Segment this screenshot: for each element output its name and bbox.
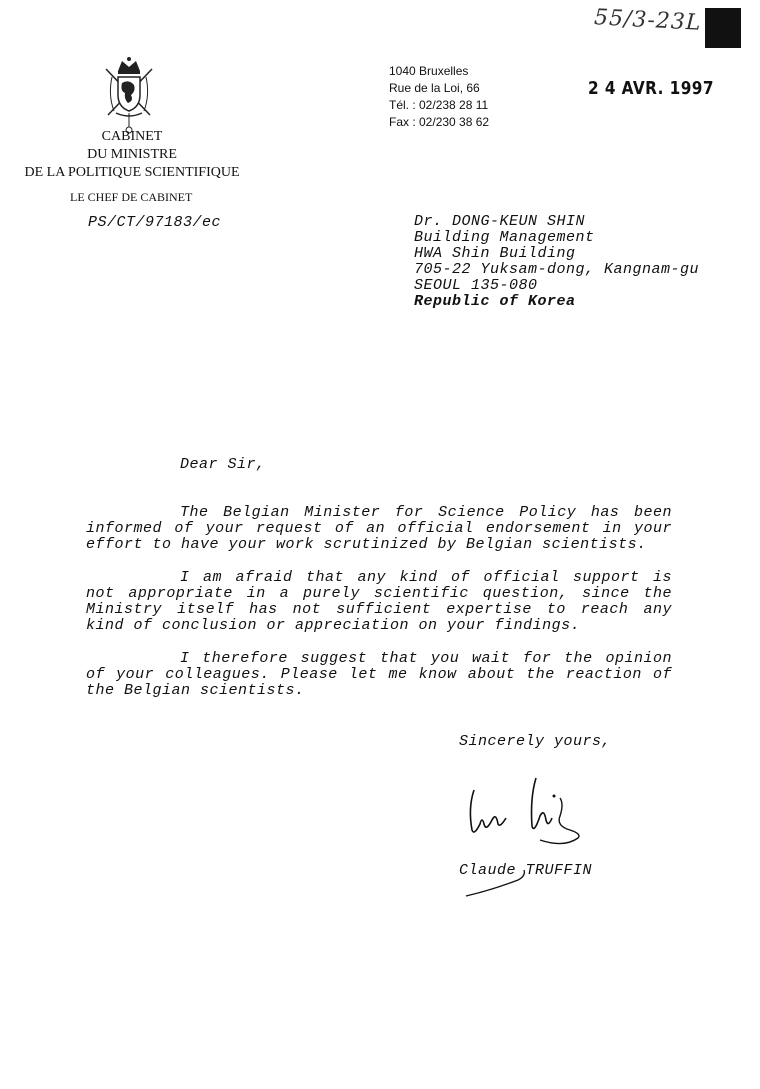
paragraph-text: The Belgian Minister for Science Policy has been informed of your request of an official endorsement in your effort to have your work scrutinized by Belgian scientists. bbox=[86, 504, 672, 553]
cabinet-line: DU MINISTRE bbox=[87, 147, 177, 162]
address-line: 1040 Bruxelles bbox=[389, 64, 469, 78]
recipient-line: SEOUL 135-080 bbox=[414, 277, 538, 294]
recipient-line: Building Management bbox=[414, 229, 595, 246]
address-line: Fax : 02/230 38 62 bbox=[389, 115, 490, 129]
recipient-line: 705-22 Yuksam-dong, Kangnam-gu bbox=[414, 261, 700, 278]
date-stamp: 2 4 AVR. 1997 bbox=[588, 78, 714, 99]
handwritten-signature bbox=[460, 768, 600, 848]
handwritten-reference: 55/3-23L bbox=[593, 5, 703, 36]
cabinet-line: CABINET bbox=[101, 129, 163, 144]
reference-code: PS/CT/97183/ec bbox=[88, 214, 222, 231]
belgian-crest-logo bbox=[98, 55, 160, 135]
cabinet-heading bbox=[24, 128, 240, 182]
paragraph-text: I therefore suggest that you wait for the opinion of your colleagues. Please let me know about the reaction of the Belgian scientists. bbox=[86, 650, 672, 699]
cabinet-line: DE LA POLITIQUE SCIENTIFIQUE bbox=[24, 165, 240, 180]
closing: Sincerely yours, bbox=[459, 733, 612, 750]
body-paragraph bbox=[86, 651, 672, 699]
signer-name: Claude TRUFFIN bbox=[459, 862, 593, 879]
chef-de-cabinet-label: LE CHEF DE CABINET bbox=[70, 190, 193, 204]
recipient-line: HWA Shin Building bbox=[414, 245, 576, 262]
body-paragraph bbox=[86, 570, 672, 634]
recipient-country: Republic of Korea bbox=[414, 293, 576, 310]
salutation: Dear Sir, bbox=[180, 456, 266, 473]
sender-address bbox=[389, 63, 489, 131]
recipient-line: Dr. DONG-KEUN SHIN bbox=[414, 213, 586, 230]
signature-flourish bbox=[462, 868, 572, 908]
address-line: Tél. : 02/238 28 11 bbox=[389, 98, 489, 112]
recipient-address bbox=[414, 214, 699, 310]
redaction-block bbox=[705, 8, 741, 48]
paragraph-text: I am afraid that any kind of official support is not appropriate in a purely scientific question, since the Ministry itself has not sufficient expertise to reach any kind of conclusion or appreciation on your findings. bbox=[86, 569, 672, 634]
body-paragraph bbox=[86, 505, 672, 553]
address-line: Rue de la Loi, 66 bbox=[389, 81, 480, 95]
